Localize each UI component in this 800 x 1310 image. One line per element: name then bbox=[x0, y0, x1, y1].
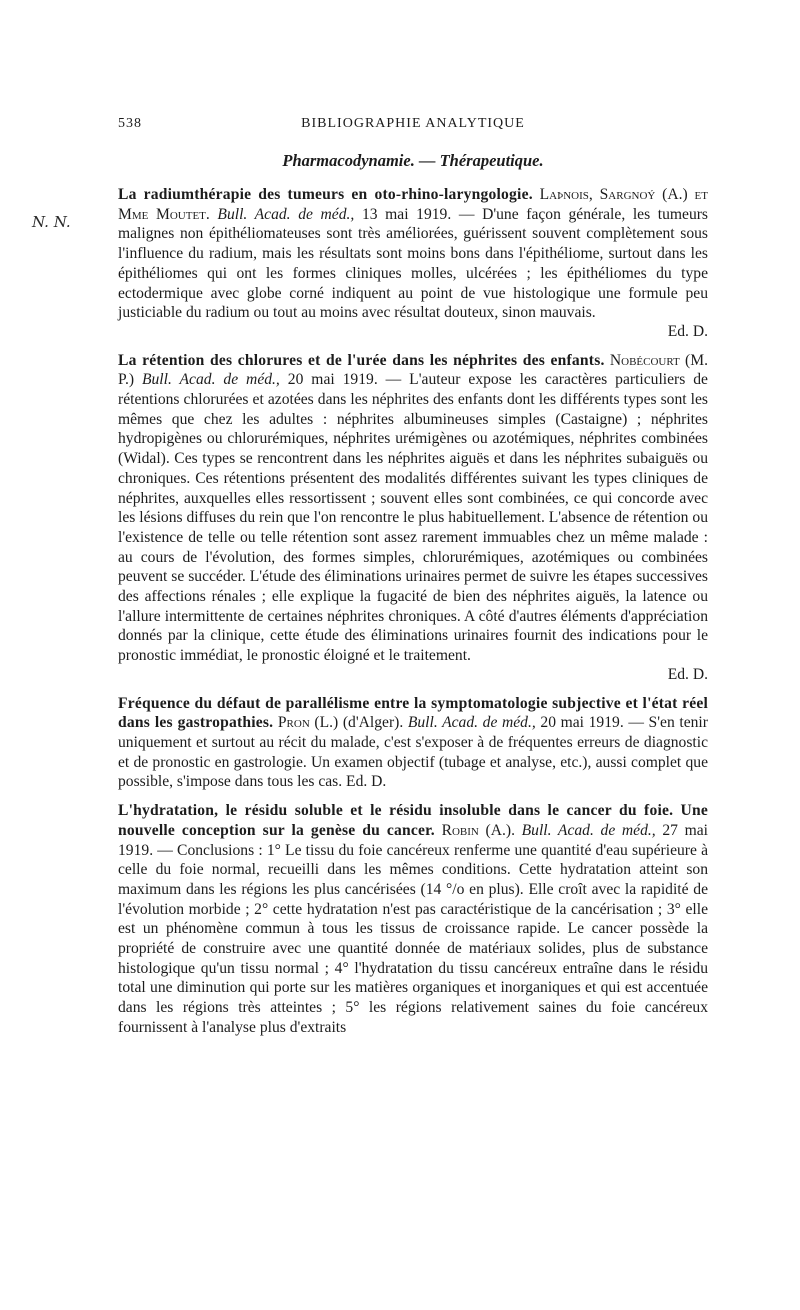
article-date: 20 mai 1919. bbox=[287, 371, 378, 389]
article-title: L'hydratation, le résidu soluble et le résidu insoluble dans le cancer du foie. Une nouvelle conception sur la genèse du cancer. bbox=[118, 802, 708, 839]
article-authors: Robin (A.). bbox=[441, 821, 515, 839]
article-title: Fréquence du défaut de parallélisme entre la symptomatologie subjective et l'état réel dans les gastropathies. bbox=[118, 694, 708, 732]
article-authors: Nobécourt (M. P.) bbox=[118, 351, 708, 389]
article-signature: Ed. D. bbox=[667, 322, 708, 340]
article-authors: Pron (L.) bbox=[277, 714, 339, 732]
article-signature: Ed. D. bbox=[346, 773, 387, 791]
handwritten-margin-note: N. N. bbox=[32, 213, 71, 231]
article-date: 13 mai 1919. bbox=[361, 205, 452, 223]
article-hydratation-cancer bbox=[118, 801, 708, 1037]
running-head: BIBLIOGRAPHIE ANALYTIQUE bbox=[301, 116, 525, 131]
article-title: La radiumthérapie des tumeurs en oto-rhino-laryngologie. bbox=[118, 186, 533, 203]
article-journal: Bull. Acad. de méd., bbox=[407, 714, 536, 732]
article-radiumtherapie bbox=[118, 185, 708, 342]
article-retention-chlorures bbox=[118, 351, 708, 685]
article-date: 27 mai 1919. bbox=[118, 821, 708, 859]
article-text: — D'une façon générale, les tumeurs malignes non épithéliomateuses sont très améliorées, guérissent souvent complètement sous l'influence du radium, mais les résultats sont moins bons dans l'épithéliome, surtout dans les épithéliomes qui ont les formes cliniques molles, ulcérées ; les épithéliomes du type ectodermique avec globe corné indiquent au point de vue histologique une formule peu justiciable du radium ou tout au moins avec résultat douteux, sinon mauvais. bbox=[118, 205, 709, 322]
article-list bbox=[118, 185, 708, 1047]
article-title: La rétention des chlorures et de l'urée dans les néphrites des enfants. bbox=[118, 351, 605, 369]
article-journal: Bull. Acad. de méd., bbox=[141, 371, 280, 389]
article-gastropathies bbox=[118, 694, 708, 793]
article-text: — Conclusions : 1° Le tissu du foie cancéreux renferme une quantité d'eau supérieure à celle du foie normal, recueilli dans les mêmes conditions. Cette hydratation atteint son maximum dans les régions les plus cancérisées (14 °/o en plus). Elle croît avec la rapidité de l'évolution morbide ; 2° cette hydratation n'est pas caractéristique de la cancérisation ; 3° elle est un phénomène commun à tous les tissus de croissance rapide. Le cancer possède la propriété de construire avec une quantité donnée de matériaux solides, plus de substance histologique qu'un tissu normal ; 4° l'hydratation du tissu cancéreux entraîne dans le résidu total une diminution qui porte sur les matières organiques et inorganiques et qui est accentuée dans les régions très atteintes ; 5° les régions relativement saines du foie cancéreux fournissent à l'analyse plus d'extraits bbox=[118, 841, 709, 1036]
article-date: 20 mai 1919. bbox=[540, 714, 624, 732]
article-text: — L'auteur expose les caractères particuliers de rétentions chlorurées et azotées dans les néphrites des enfants dont les différents types sont les mêmes que chez les adultes : néphrites albumineuses simples (Castaigne) ; néphrites hydropigènes ou chlorurémiques, néphrites urémigènes ou azotémiques, néphrites combinées (Widal). Ces types se rencontrent dans les néphrites aiguës et dans les néphrites subaiguës ou chroniques. Ces rétentions présentent des modalités différentes suivant les types cliniques de néphrites, auxquelles elles ressortissent ; souvent elles sont combinées, ce qui concorde avec les lésions diffuses du rein que l'on rencontre le plus habituellement. L'absence de rétention ou l'existence de telle ou telle rétention sont assez rarement immuables chez un même malade : au cours de l'évolution, des formes simples, chlorurémiques, azotémiques ou combinées peuvent se succéder. L'étude des éliminations urinaires permet de suivre les étapes successives des affections rénales ; elle explique la fugacité de bien des néphrites aiguës, la latence ou l'allure intermittente de certaines néphrites chroniques. A côté d'autres éléments d'appréciation donnés par la clinique, cette étude des éliminations urinaires fournit des indications pour le pronostic immédiat, le pronostic éloigné et le traitement. bbox=[118, 371, 708, 665]
page-number: 538 bbox=[118, 116, 142, 131]
section-title: Pharmacodynamie. — Thérapeutique. bbox=[282, 151, 544, 170]
page-header bbox=[118, 116, 708, 136]
article-journal: Bull. Acad. de méd., bbox=[217, 205, 355, 223]
article-authors: Laþnois, Sargnoý (A.) et Mme Moutet. bbox=[118, 186, 708, 223]
article-journal: Bull. Acad. de méd., bbox=[521, 821, 656, 839]
article-text: — S'en tenir uniquement et surtout au récit du malade, c'est s'exposer à de fréquentes erreurs de diagnostic et de pronostic en gastrologie. Un examen objectif (tubage et analyse, etc.), aussi complet que possible, s'impose dans tous les cas. bbox=[118, 714, 708, 791]
article-authors-suffix: (d'Alger). bbox=[342, 714, 404, 732]
article-signature: Ed. D. bbox=[667, 665, 708, 683]
